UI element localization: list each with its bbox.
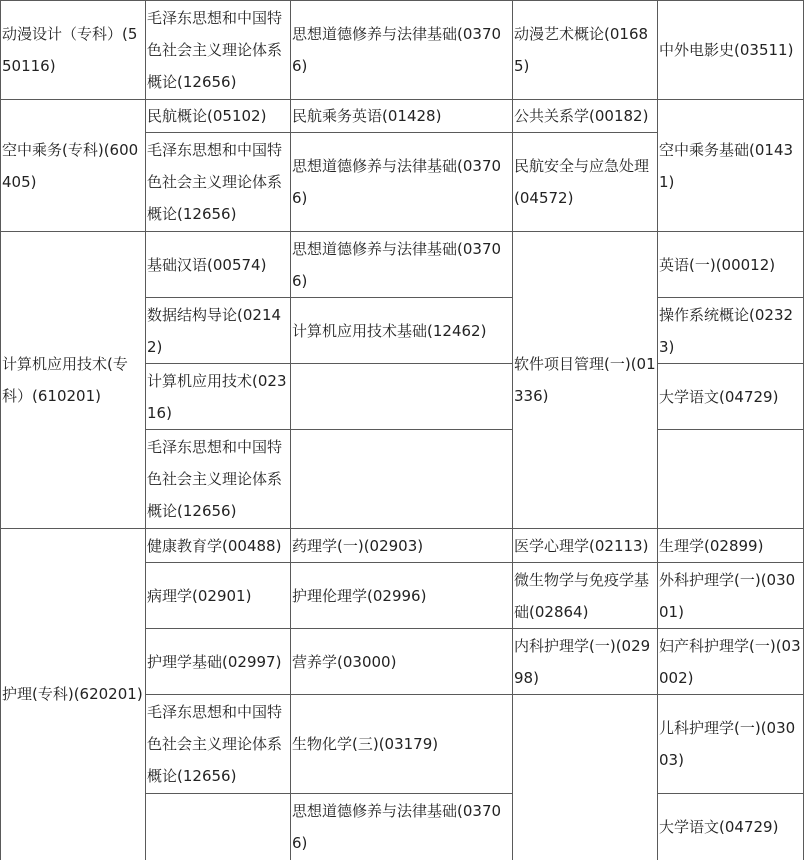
course-cell: 思想道德修养与法律基础(03706) [291, 794, 513, 860]
course-cell: 动漫艺术概论(01685) [513, 1, 658, 100]
course-cell [291, 364, 513, 430]
course-cell: 数据结构导论(02142) [146, 298, 291, 364]
course-cell: 中外电影史(03511) [658, 1, 804, 100]
course-cell: 软件项目管理(一)(01336) [513, 232, 658, 529]
course-cell: 空中乘务基础(01431) [658, 100, 804, 232]
course-cell: 毛泽东思想和中国特色社会主义理论体系概论(12656) [146, 1, 291, 100]
course-cell: 外科护理学(一)(03001) [658, 563, 804, 629]
course-cell: 思想道德修养与法律基础(03706) [291, 232, 513, 298]
course-cell: 微生物学与免疫学基础(02864) [513, 563, 658, 629]
major-cell: 护理(专科)(620201) [1, 529, 146, 860]
course-cell: 大学语文(04729) [658, 364, 804, 430]
course-cell: 生理学(02899) [658, 529, 804, 563]
table-row [1, 100, 804, 133]
course-cell: 药理学(一)(02903) [291, 529, 513, 563]
course-cell: 公共关系学(00182) [513, 100, 658, 133]
course-cell: 护理伦理学(02996) [291, 563, 513, 629]
course-cell [146, 794, 291, 860]
course-cell: 计算机应用技术基础(12462) [291, 298, 513, 364]
course-cell: 内科护理学(一)(02998) [513, 629, 658, 695]
course-cell: 民航概论(05102) [146, 100, 291, 133]
course-cell: 英语(一)(00012) [658, 232, 804, 298]
course-cell: 民航乘务英语(01428) [291, 100, 513, 133]
course-cell: 思想道德修养与法律基础(03706) [291, 133, 513, 232]
course-cell [658, 430, 804, 529]
course-cell: 营养学(03000) [291, 629, 513, 695]
course-cell: 计算机应用技术(02316) [146, 364, 291, 430]
course-cell: 毛泽东思想和中国特色社会主义理论体系概论(12656) [146, 133, 291, 232]
course-cell: 生物化学(三)(03179) [291, 695, 513, 794]
course-cell: 健康教育学(00488) [146, 529, 291, 563]
course-cell: 医学心理学(02113) [513, 529, 658, 563]
course-cell: 护理学基础(02997) [146, 629, 291, 695]
major-cell: 计算机应用技术(专科）(610201) [1, 232, 146, 529]
course-cell: 大学语文(04729) [658, 794, 804, 860]
table-row [1, 1, 804, 100]
course-cell: 思想道德修养与法律基础(03706) [291, 1, 513, 100]
course-cell [291, 430, 513, 529]
course-cell: 基础汉语(00574) [146, 232, 291, 298]
course-cell [513, 695, 658, 860]
table-row [1, 232, 804, 298]
course-cell: 操作系统概论(02323) [658, 298, 804, 364]
major-cell: 空中乘务(专科)(600405) [1, 100, 146, 232]
table-row [1, 529, 804, 563]
course-cell: 毛泽东思想和中国特色社会主义理论体系概论(12656) [146, 430, 291, 529]
major-cell: 动漫设计（专科）(550116) [1, 1, 146, 100]
course-cell: 妇产科护理学(一)(03002) [658, 629, 804, 695]
course-cell: 毛泽东思想和中国特色社会主义理论体系概论(12656) [146, 695, 291, 794]
course-cell: 儿科护理学(一)(03003) [658, 695, 804, 794]
course-cell: 病理学(02901) [146, 563, 291, 629]
course-cell: 民航安全与应急处理(04572) [513, 133, 658, 232]
